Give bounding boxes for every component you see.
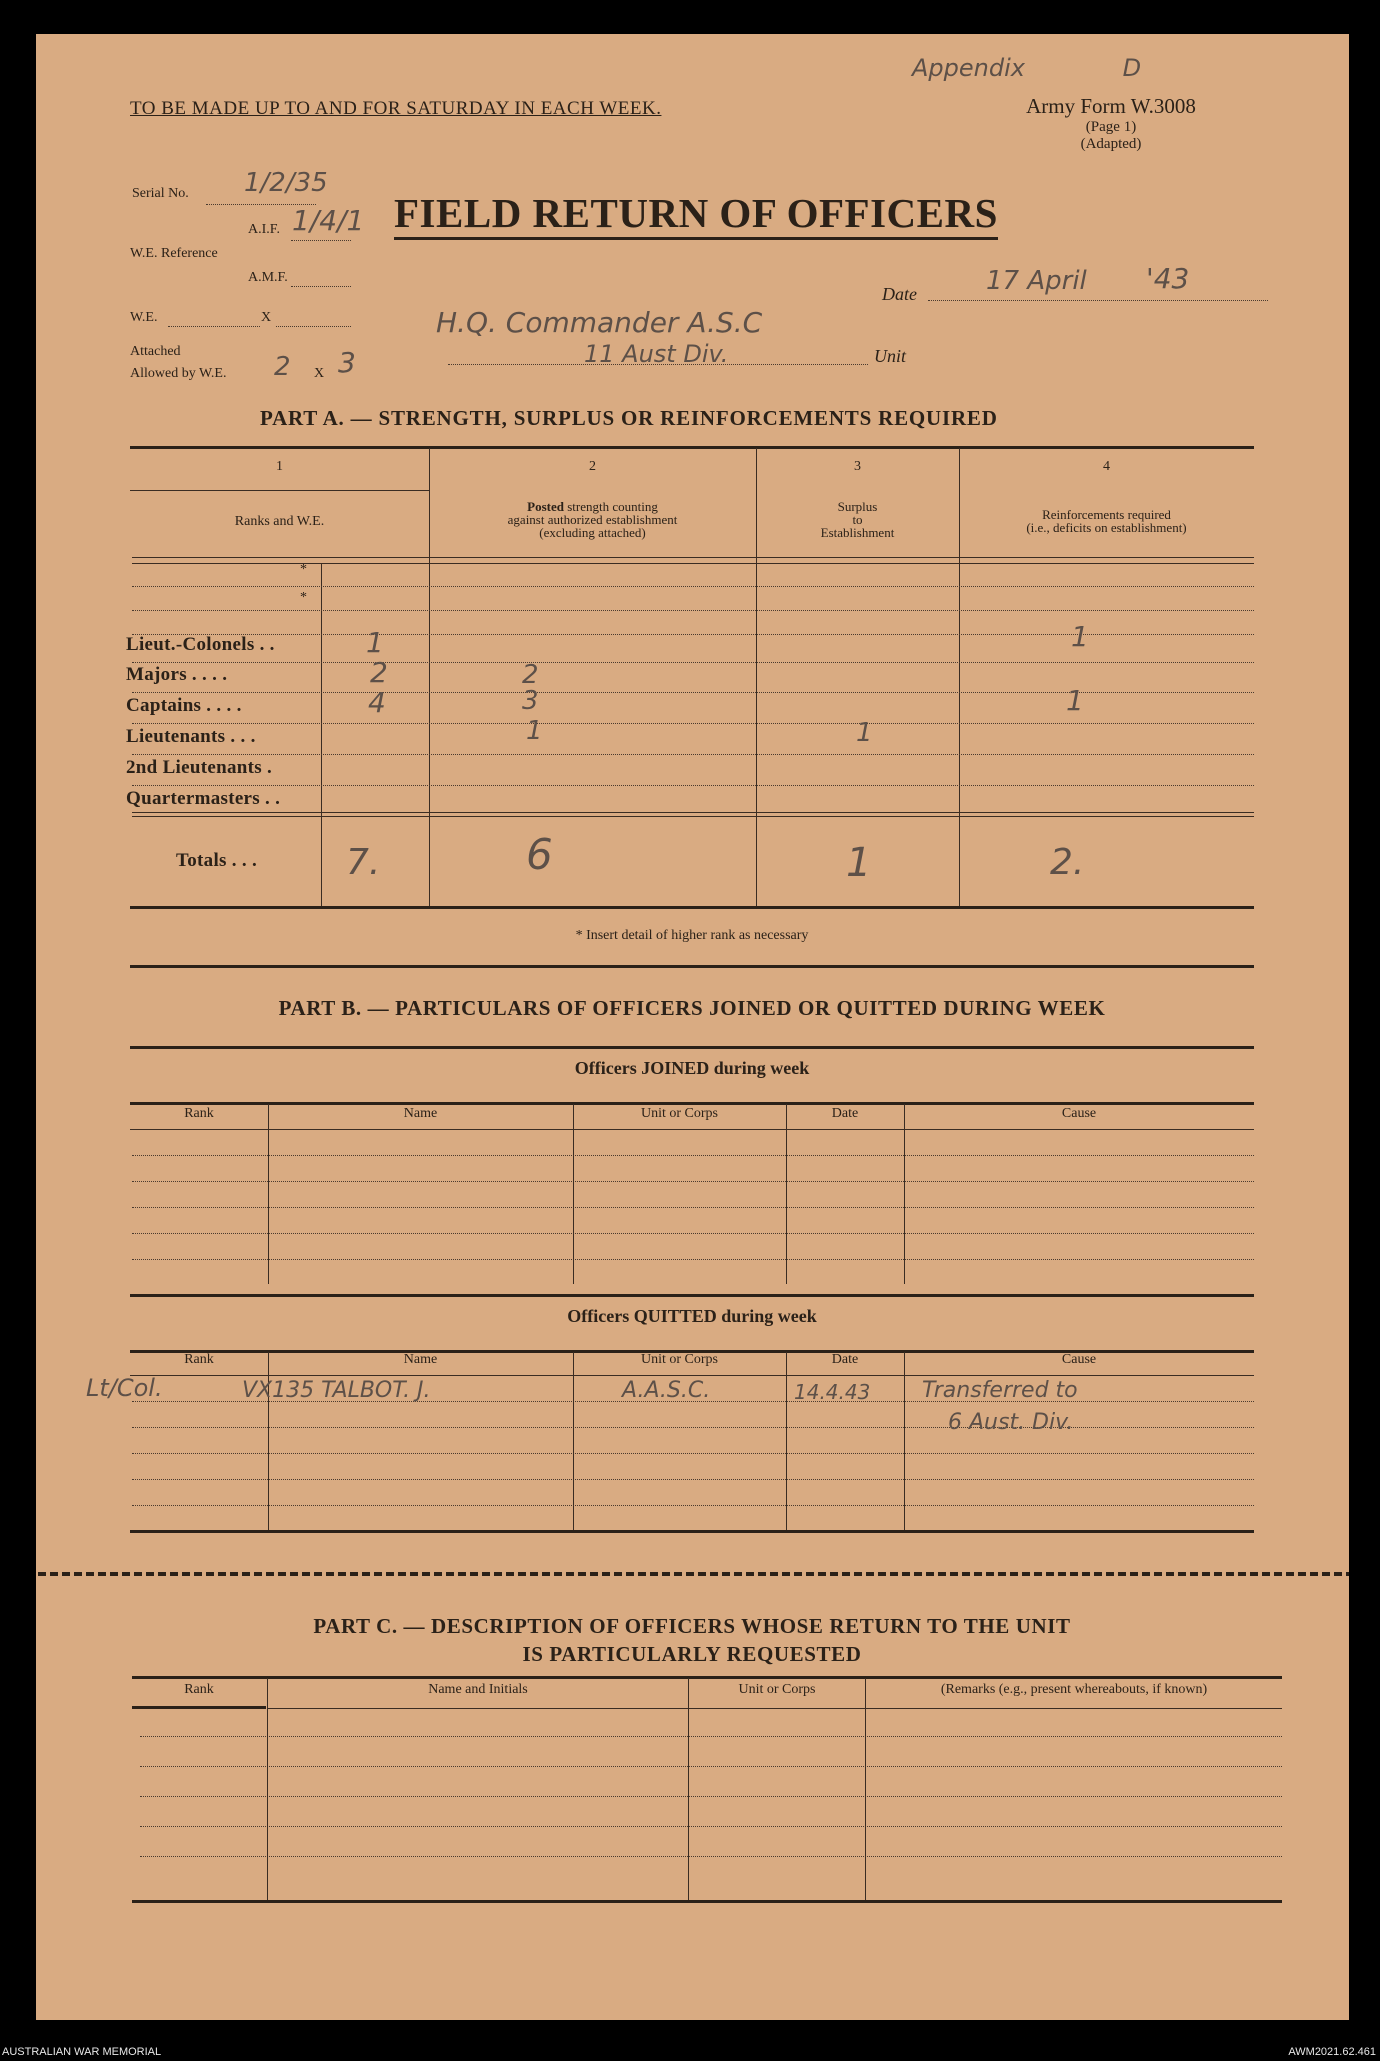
quitted-col-date: Date	[831, 1352, 859, 1367]
year-value: '43	[1146, 262, 1190, 295]
page-title: FIELD RETURN OF OFFICERS	[394, 189, 998, 240]
unit-line-1: H.Q. Commander A.S.C	[436, 306, 763, 339]
quitted-name-value: VX135 TALBOT. J.	[242, 1378, 431, 1403]
joined-col-cause: Cause	[1061, 1106, 1097, 1121]
unit-label: Unit	[874, 346, 907, 366]
col-2-number: 2	[589, 459, 596, 474]
part-c-col-unit: Unit or Corps	[738, 1682, 816, 1697]
quitted-cause-line-1: Transferred to	[922, 1378, 1078, 1403]
date-label: Date	[882, 284, 917, 304]
unit-line-2: 11 Aust Div.	[584, 340, 729, 368]
form-number-block: Army Form W.3008 (Page 1) (Adapted)	[1026, 94, 1196, 152]
joined-col-name: Name	[403, 1106, 438, 1121]
allowed-x: X	[314, 366, 325, 381]
quitted-unit-value: A.A.S.C.	[622, 1378, 711, 1403]
quitted-col-name: Name	[403, 1352, 438, 1367]
serial-value: 1/2/35	[244, 168, 328, 198]
footnote: * Insert detail of higher rank as necessary	[575, 928, 809, 943]
attached-label: Attached	[130, 344, 181, 359]
rank-captains: Captains . . . .	[126, 695, 242, 716]
captains-we: 4	[368, 686, 386, 719]
lieutenants-posted: 1	[526, 716, 543, 746]
appendix-handwritten: Appendix D	[912, 54, 1142, 82]
col-2-header: Posted strength counting against authorized establishment (excluding attached)	[507, 499, 678, 540]
joined-col-rank: Rank	[184, 1106, 214, 1121]
majors-we: 2	[370, 656, 388, 689]
col-1-header: Ranks and W.E.	[234, 514, 325, 529]
quitted-heading: Officers QUITTED during week	[567, 1306, 817, 1326]
majors-posted: 2	[522, 660, 539, 690]
quitted-date-value: 14.4.43	[794, 1380, 871, 1404]
quitted-col-cause: Cause	[1061, 1352, 1097, 1367]
quitted-cause-line-2: 6 Aust. Div.	[948, 1410, 1074, 1435]
totals-posted: 6	[526, 830, 553, 879]
col-1-number: 1	[276, 459, 283, 474]
rank-majors: Majors . . . .	[126, 664, 228, 685]
part-b-heading: PART B. — PARTICULARS OF OFFICERS JOINED OR QUITTED DURING WEEK	[278, 996, 1106, 1020]
rank-lieut-colonels: Lieut.-Colonels . .	[126, 634, 275, 655]
quitted-col-rank: Rank	[184, 1352, 214, 1367]
part-c-col-rank: Rank	[184, 1682, 214, 1697]
joined-heading: Officers JOINED during week	[574, 1058, 810, 1078]
allowed-value-1: 2	[274, 352, 291, 382]
rank-2nd-lieutenants: 2nd Lieutenants .	[126, 757, 273, 778]
col-4-number: 4	[1103, 459, 1110, 474]
quitted-rank-value: Lt/Col.	[86, 1374, 163, 1402]
aif-value: 1/4/1	[292, 204, 365, 237]
part-c-col-remarks: (Remarks (e.g., present whereabouts, if known)	[940, 1682, 1208, 1697]
part-c-col-name: Name and Initials	[428, 1682, 528, 1697]
joined-col-date: Date	[831, 1106, 859, 1121]
part-a-heading: PART A. — STRENGTH, SURPLUS OR REINFORCEMENTS REQUIRED	[260, 406, 998, 430]
rank-lieutenants: Lieutenants . . .	[126, 726, 256, 747]
part-c-heading: PART C. — DESCRIPTION OF OFFICERS WHOSE RETURN TO THE UNIT IS PARTICULARLY REQUESTED	[313, 1614, 1071, 1666]
col-3-number: 3	[854, 459, 861, 474]
captains-reinf: 1	[1066, 684, 1084, 717]
asterisk-2: *	[300, 590, 307, 605]
asterisk-1: *	[300, 562, 307, 577]
totals-surplus: 1	[846, 840, 872, 886]
lieutenants-surplus: 1	[856, 718, 873, 748]
footer-left: AUSTRALIAN WAR MEMORIAL	[2, 2046, 162, 2058]
rank-quartermasters: Quartermasters . .	[126, 788, 281, 809]
allowed-label: Allowed by W.E.	[130, 366, 227, 381]
we-label: W.E.	[130, 310, 158, 325]
serial-label: Serial No.	[132, 186, 189, 201]
captains-posted: 3	[522, 686, 539, 716]
instruction-line: TO BE MADE UP TO AND FOR SATURDAY IN EACH WEEK.	[130, 98, 662, 119]
joined-col-unit: Unit or Corps	[641, 1106, 718, 1121]
totals-we: 7.	[346, 842, 381, 883]
form-sheet	[36, 34, 1349, 2020]
we-reference-label: W.E. Reference	[130, 246, 218, 261]
date-value: 17 April	[986, 266, 1087, 296]
we-x: X	[261, 310, 272, 325]
col-3-header: Surplus to Establishment	[820, 499, 895, 540]
lieut-colonels-reinf: 1	[1071, 620, 1089, 653]
totals-reinf: 2.	[1050, 842, 1085, 883]
quitted-col-unit: Unit or Corps	[641, 1352, 718, 1367]
footer-right: AWM2021.62.461	[1288, 2046, 1376, 2058]
lieut-colonels-we: 1	[366, 626, 384, 659]
col-4-header: Reinforcements required (i.e., deficits on establishment)	[1026, 507, 1187, 535]
allowed-value-2: 3	[338, 346, 356, 379]
totals-label: Totals . . .	[176, 850, 258, 871]
amf-label: A.M.F.	[248, 270, 288, 285]
perforation-line	[36, 1572, 1349, 1576]
aif-label: A.I.F.	[248, 222, 280, 237]
